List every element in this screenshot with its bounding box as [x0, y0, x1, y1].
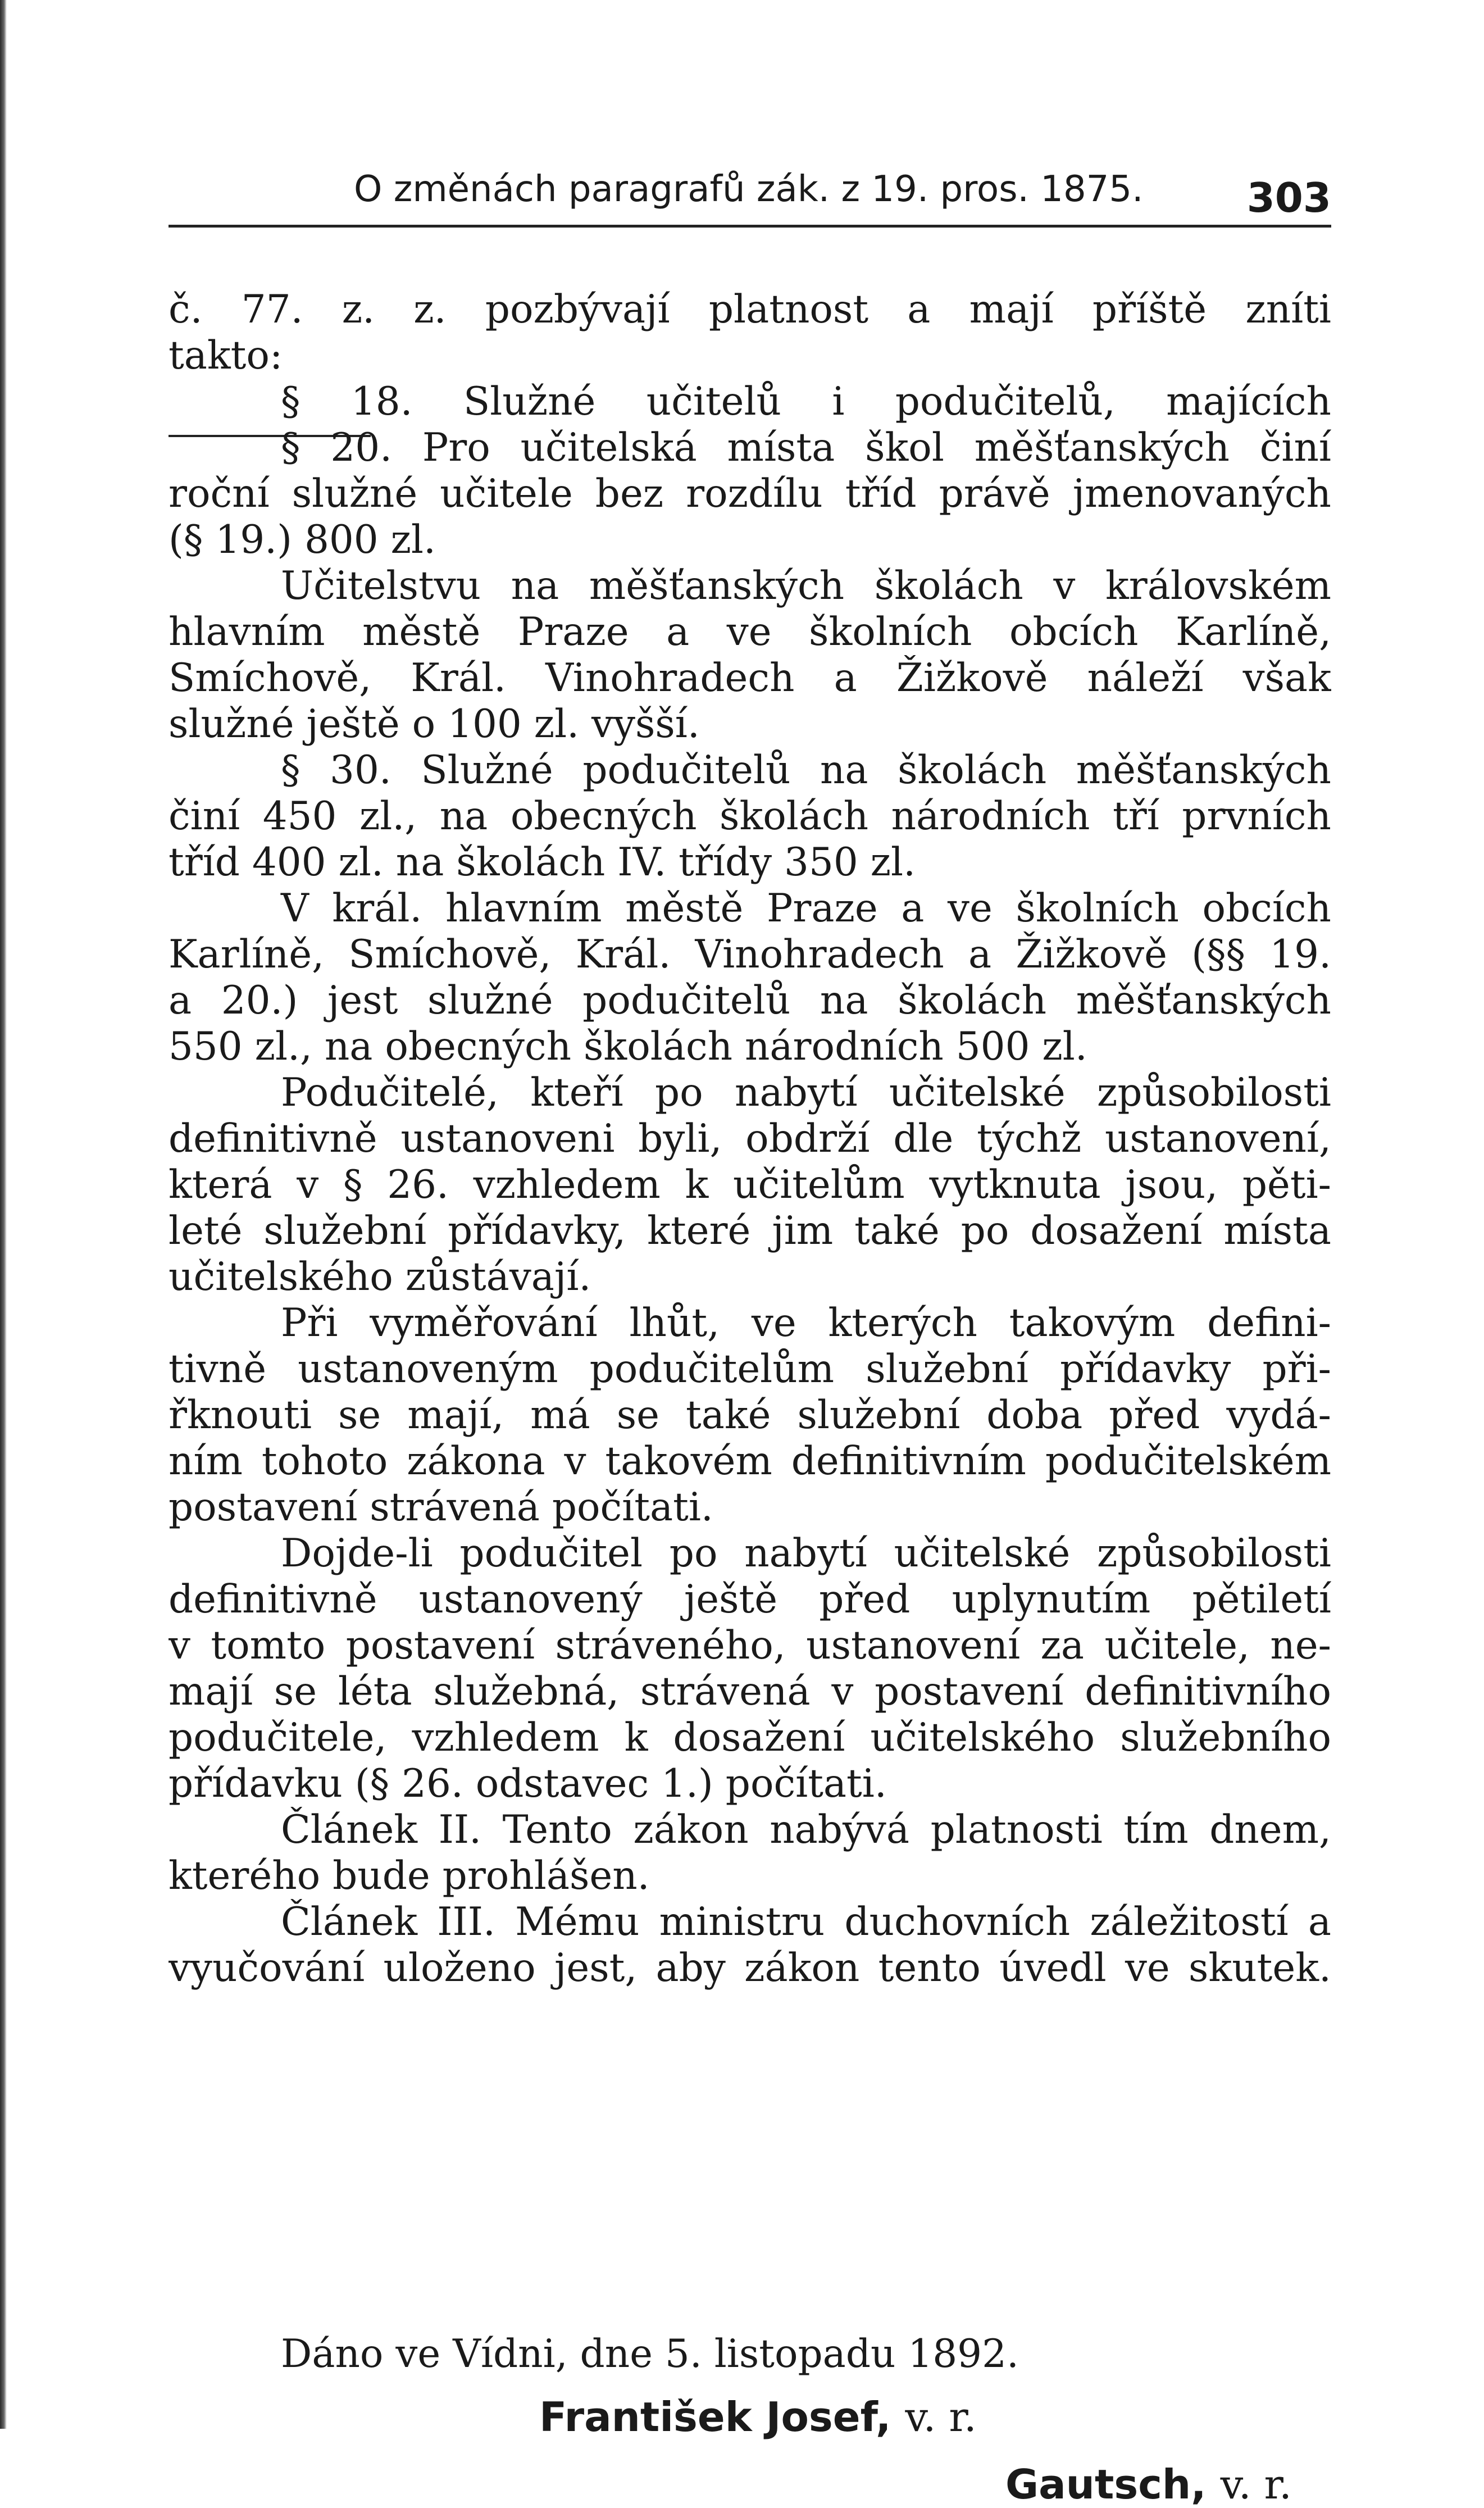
text-line: Dojde-li podučitel po nabytí učitelské způsobilosti — [281, 1531, 1331, 1576]
text-line: takto: — [169, 333, 283, 378]
text-line: definitivně ustanovený ještě před uplynutím pětiletí — [169, 1577, 1331, 1622]
page-header — [169, 169, 1331, 219]
header-rule — [169, 225, 1331, 228]
text-line: (§ 19.) 800 zl. — [169, 517, 436, 562]
signer1-suffix: v. r. — [905, 2393, 977, 2441]
text-line: tříd 400 zl. na školách IV. třídy 350 zl. — [169, 840, 916, 885]
text-line: definitivně ustanoveni byli, obdrží dle týchž ustanovení, — [169, 1116, 1331, 1161]
signature-emperor — [539, 2393, 977, 2441]
body-text — [169, 287, 1331, 1991]
text-line: V král. hlavním městě Praze a ve školních obcích — [281, 886, 1331, 931]
date-line: Dáno ve Vídni, dne 5. listopadu 1892. — [281, 2332, 1019, 2377]
text-line: č. 77. z. z. pozbývají platnost a mají příště zníti — [169, 287, 1331, 332]
text-line: § 20. Pro učitelská místa škol měšťanských činí — [281, 425, 1331, 470]
text-line: která v § 26. vzhledem k učitelům vytknuta jsou, pěti- — [169, 1162, 1331, 1207]
text-line: § 18. Služné učitelů i podučitelů, majících — [281, 379, 1331, 424]
text-line: tivně ustanoveným podučitelům služební přídavky při- — [169, 1347, 1331, 1392]
text-line: postavení strávená počítati. — [169, 1485, 713, 1530]
page-edge-shadow — [0, 0, 7, 2429]
document-page — [169, 140, 1331, 2508]
text-line: řknouti se mají, má se také služební doba před vydá- — [169, 1393, 1331, 1438]
text-line: Při vyměřování lhůt, ve kterých takovým defini- — [281, 1301, 1331, 1346]
text-line: Podučitelé, kteří po nabytí učitelské způsobilosti — [281, 1070, 1331, 1115]
text-line: Smíchově, Král. Vinohradech a Žižkově náleží však — [169, 656, 1331, 701]
text-line: přídavku (§ 26. odstavec 1.) počítati. — [169, 1761, 887, 1806]
text-line: v tomto postavení stráveného, ustanovení za učitele, ne- — [169, 1623, 1331, 1668]
page-number: 303 — [1246, 174, 1331, 221]
signer2-suffix: v. r. — [1220, 2461, 1292, 2508]
text-line: mají se léta služebná, strávená v postavení definitivního — [169, 1669, 1331, 1714]
text-line: hlavním městě Praze a ve školních obcích Karlíně, — [169, 610, 1331, 655]
text-line: kterého bude prohlášen. — [169, 1853, 650, 1898]
signer1-name: František Josef, — [539, 2393, 891, 2441]
text-line: Článek II. Tento zákon nabývá platnosti tím dnem, — [281, 1807, 1331, 1852]
text-line: činí 450 zl., na obecných školách národních tří prvních — [169, 794, 1331, 839]
text-line: leté služební přídavky, které jim také po dosažení místa — [169, 1208, 1331, 1253]
text-line: vyučování uloženo jest, aby zákon tento úvedl ve skutek. — [169, 1946, 1331, 1991]
text-line: 550 zl., na obecných školách národních 500 zl. — [169, 1024, 1087, 1069]
text-line: služné ještě o 100 zl. vyšší. — [169, 702, 700, 747]
text-line: a 20.) jest služné podučitelů na školách měšťanských — [169, 978, 1331, 1023]
text-line: roční služné učitele bez rozdílu tříd právě jmenovaných — [169, 471, 1331, 516]
text-line: učitelského zůstávají. — [169, 1255, 591, 1300]
text-line: Karlíně, Smíchově, Král. Vinohradech a Žižkově (§§ 19. — [169, 932, 1331, 977]
signature-minister — [1005, 2461, 1292, 2508]
text-line: § 30. Služné podučitelů na školách měšťanských — [281, 748, 1331, 793]
text-line: podučitele, vzhledem k dosažení učitelského služebního — [169, 1715, 1331, 1760]
text-line: ním tohoto zákona v takovém definitivním podučitelském — [169, 1439, 1331, 1484]
text-line: Učitelstvu na měšťanských školách v královském — [281, 564, 1331, 608]
text-line: Článek III. Mému ministru duchovních záležitostí a — [281, 1900, 1331, 1944]
signer2-name: Gautsch, — [1005, 2461, 1207, 2508]
running-title: O změnách paragrafů zák. z 19. pros. 1875. — [354, 169, 1144, 210]
